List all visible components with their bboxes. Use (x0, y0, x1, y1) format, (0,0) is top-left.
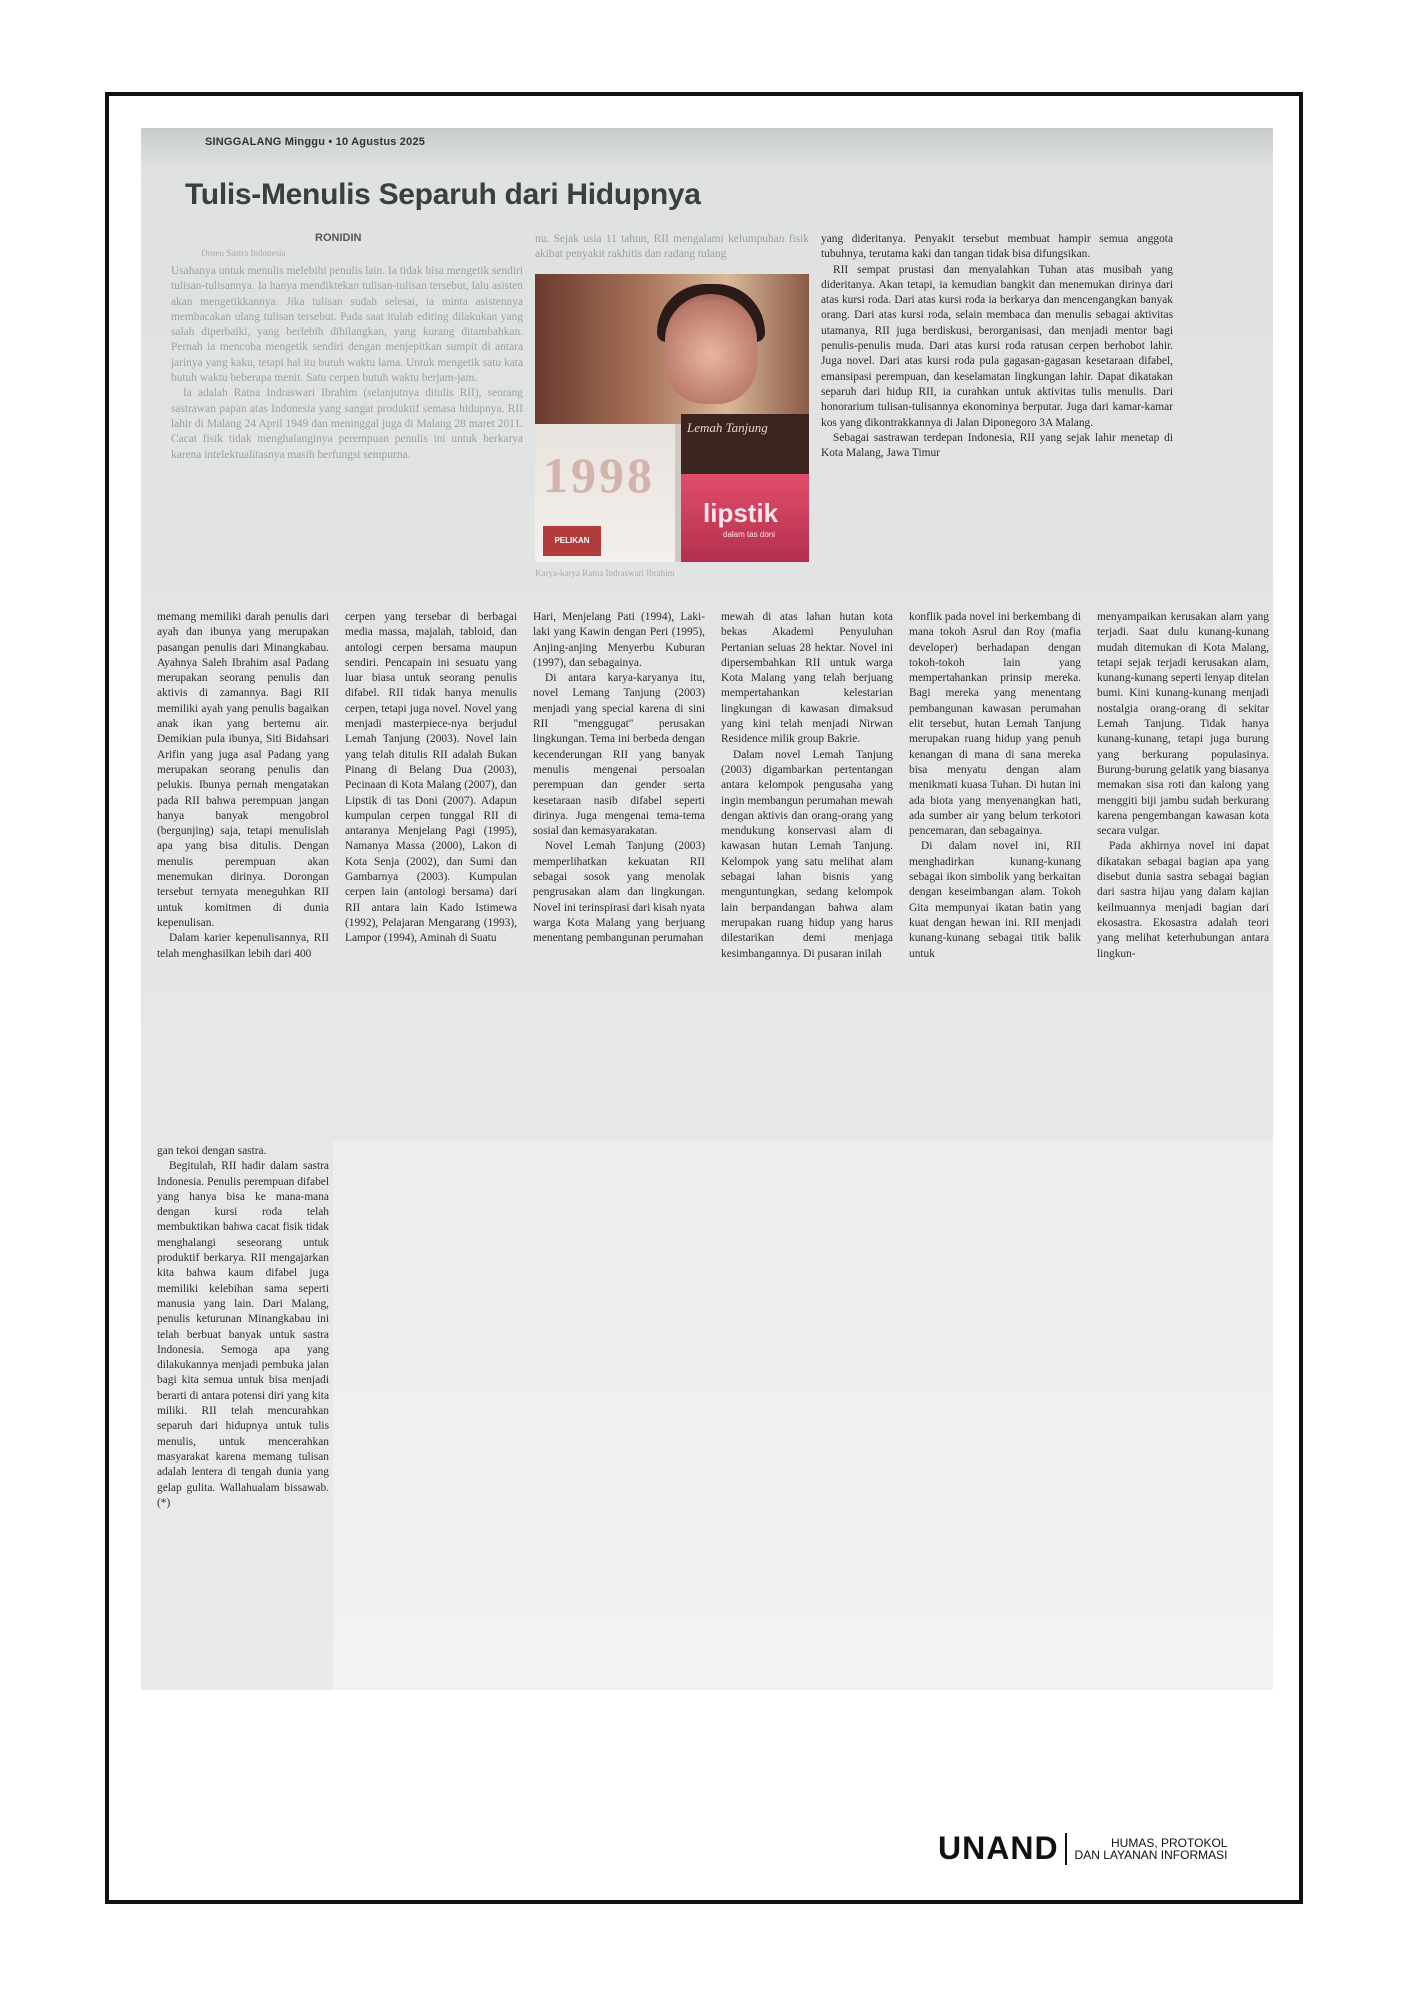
clipping-top-edge (141, 128, 1273, 172)
author-portrait (665, 294, 757, 404)
book-cover-year: 1998 (543, 447, 655, 503)
lower-column-4 (721, 610, 893, 1130)
article-headline: Tulis-Menulis Separuh dari Hidupnya (185, 178, 701, 211)
article-paragraph: cerpen yang tersebar di berbagai media massa, majalah, tabloid, dan antologi cerpen bersama maupun sendiri. Pencapain ini sesuatu yang luar biasa untuk seorang penulis difabel. RII tidak hanya menulis cerpen, tetapi juga novel. Novel yang menjadi masterpiece-nya berjudul Lemah Tanjung (2003). Novel lain yang telah ditulis RII adalah Bukan Pinang di Belang Dua (2003), Pecinaan di Kota Malang (2007), dan Lipstik di tas Doni (2007). Adapun kumpulan cerpen tunggal RII di antaranya Menjelang Pagi (1995), Namanya Massa (2000), Lakon di Kota Senja (2002), dan Sumi dan Gambarnya (2003). Kumpulan cerpen lain (antologi bersama) dari RII antara lain Kado Istimewa (1992), Pelajaran Mengarang (1993), Lampor (1994), Aminah di Suatu (345, 611, 517, 945)
book-title-lemah-tanjung: Lemah Tanjung (687, 420, 768, 435)
masthead: SINGGALANG Minggu • 10 Agustus 2025 (205, 136, 426, 148)
book-subtitle-lipstik: dalam tas doni (723, 530, 776, 539)
photo-caption: Karya-karya Ratna Indraswari Ibrahim (535, 568, 675, 578)
article-paragraph: memang memiliki darah penulis dari ayah dan ibunya yang merupakan pasangan penulis dari Minangkabau. Ayahnya Saleh Ibrahim asal Padang merupakan seorang penulis dan aktivis di zamannya. Bagi RII memiliki ayah yang penulis bagaikan anak ikan yang bertemu air. Demikian pula ibunya, Siti Bidahsari Arifin yang juga asal Padang yang merupakan seorang penulis dan pelukis. Ibunya pernah mengatakan pada RII bahwa perempuan jangan hanya banyak mengobrol (bergunjing) saja, tetapi menulislah apa yang bisa ditulis. Dengan menulis perempuan akan menemukan dirinya. Dorongan tersebut ternyata meneguhkan RII untuk komitmen di dunia kepenulisan. (157, 611, 329, 929)
top-column-3 (821, 232, 1173, 572)
article-paragraph: Hari, Menjelang Pati (1994), Laki-laki yang Kawin dengan Peri (1995), Anjing-anjing Menyerbu Kuburan (1997), dan sebagainya. (533, 611, 705, 669)
logo-divider (1065, 1833, 1067, 1865)
article-paragraph: Ia adalah Ratna Indraswari Ibrahim (selanjutnya ditulis RII), seorang sastrawan papan atas Indonesia yang sangat produktif semasa hidupnya. RII lahir di Malang 24 April 1949 dan meninggal juga di Malang 28 maret 2011. Cacat fisik tidak menghalanginya perempuan penulis ini untuk berkarya karena intelektualitasnya masih berfungsi sempurna. (171, 387, 523, 461)
article-paragraph: mewah di atas lahan hutan kota bekas Akademi Penyuluhan Pertanian seluas 28 hektar. Novel ini dipersembahkan RII untuk warga Kota Malang yang telah berjuang mempertahankan kelestarian lingkungan di kawasan dimaksud yang kini telah menjadi Nirwan Residence milik group Bakrie. (721, 611, 893, 746)
unand-logo: UNAND (938, 1830, 1059, 1866)
article-paragraph: konflik pada novel ini berkembang di mana tokoh Asrul dan Roy (mafia developer) berhadapan dengan tokoh-tokoh lain yang mempertahankan prinsip mereka. Bagi mereka yang menentang pembangunan kawasan perumahan elit tersebut, hutan Lemah Tanjung merupakan ruang hidup yang penuh kenangan di mana di sana mereka bisa menyatu dengan alam menikmati kuasa Tuhan. Di hutan ini ada biota yang menyenangkan hati, ada sumber air yang belum terkotori pencemaran, dan sebagainya. (909, 611, 1081, 838)
author-note: Dosen Sastra Indonesia (201, 248, 286, 258)
unit-name (1075, 1837, 1228, 1861)
article-paragraph: Dalam karier kepenulisannya, RII telah menghasilkan lebih dari 400 (157, 932, 329, 960)
article-paragraph: Di dalam novel ini, RII menghadirkan kunang-kunang sebagai ikon simbolik yang berkaitan dengan keseimbangan alam. Tokoh Gita mempunyai ikatan batin yang kuat dengan hewan ini. RII menjadi kunang-kunang sebagai titik balik untuk (909, 840, 1081, 960)
article-paragraph: RII sempat prustasi dan menyalahkan Tuhan atas musibah yang dideritanya. Akan tetapi, ia kemudian bangkit dan menemukan dirinya dari atas kursi roda. Dari atas kursi roda ia berkarya dan mencengangkan banyak orang. Dari atas kursi roda, selain membaca dan menulis sebagai aktivitas utamanya, RII juga berdiskusi, berorganisasi, dan menjadi mentor bagi penulis-penulis muda. Dari atas kursi roda ratusan cerpen berhobot lahir. Juga novel. Dari atas kursi roda pula gagasan-gagasan kesetaraan difabel, emansipasi perempuan, dan keselamatan lingkungan lahir. Dapat dikatakan separuh dari hidup RII, ia curahkan untuk aktivitas tulis menulis. Dari honorarium tulisan-tulisannya ekonominya berputar. Juga dari kamar-kamar kos yang dikontrakkannya di Jalan Diponegoro 3A Malang. (821, 263, 1173, 429)
article-photo (535, 274, 809, 562)
lower-column-1 (157, 610, 329, 1130)
book-title-lipstik: lipstik (703, 498, 779, 528)
blank-area (333, 1140, 1273, 1690)
article-paragraph: gan tekoi dengan sastra. (157, 1145, 267, 1157)
article-paragraph: Di antara karya-karyanya itu, novel Lemang Tanjung (2003) menjadi yang special karena di sini RII "menggugat" perusakan lingkungan. Tema ini berbeda dengan kecenderungan RII yang banyak menulis mengenai persoalan perempuan dan gender serta kesetaraan nasib difabel seperti dirinya. Juga mengenai tema-tema sosial dan kemasyarakatan. (533, 672, 705, 838)
publisher-logo: PELIKAN (543, 526, 601, 556)
article-paragraph: Sebagai sastrawan terdepan Indonesia, RII yang sejak lahir menetap di Kota Malang, Jawa Timur (821, 431, 1173, 460)
newspaper-clipping (141, 128, 1273, 1690)
top-column-2 (535, 232, 809, 268)
footer-brand (938, 1830, 1227, 1867)
article-paragraph: Dalam novel Lemah Tanjung (2003) digambarkan pertentangan antara kelompok pengusaha yang ingin membangun perumahan mewah dengan aktivis dan orang-orang yang mendukung konservasi alam di kawasan hutan Lemah Tanjung. Kelompok yang satu melihat alam sebagai lahan bisnis yang menguntungkan, sedang kelompok lain berpandangan bahwa alam merupakan ruang hidup yang harus dilestarikan demi menjaga kesimbangannya. Di pusaran inilah (721, 748, 893, 960)
unit-name-line-1: HUMAS, PROTOKOL (1111, 1835, 1228, 1850)
article-paragraph: Pada akhirnya novel ini dapat dikatakan sebagai bagian apa yang disebut dunia sastra sebagai bagian dari sastra hijau yang dalam kajian keilmuannya menjadi bagian dari ekosastra. Ekosastra adalah teori yang melihat keterhubungan antara lingkun- (1097, 840, 1269, 960)
lower-column-2 (345, 610, 517, 1130)
article-paragraph: Begitulah, RII hadir dalam sastra Indonesia. Penulis perempuan difabel yang hanya bisa ke mana-mana dengan kursi roda telah membuktikan bahwa cacat fisik tidak menghalangi seseorang untuk produktif berkarya. RII mengajarkan kita bahwa kaum difabel juga memiliki kelebihan sama seperti manusia yang lain. Dari Malang, penulis keturunan Minangkabau ini telah berbuat banyak untuk sastra Indonesia. Semoga apa yang dilakukannya menjadi pembuka jalan bagi kita semua untuk bisa menjadi berarti di antara potensi diri yang kita miliki. RII telah mencurahkan separuh dari hidupnya untuk tulis menulis, untuk mencerahkan masyarakat karena memang tulisan adalah lentera di tengah dunia yang gelap gulita. Wallahualam bissawab.(*) (157, 1160, 329, 1509)
article-paragraph: Usahanya untuk menulis melebihi penulis lain. Ia tidak bisa mengetik sendiri tulisan-tulisannya. Ia hanya mendiktekan tulisan-tulisan tersebut, lalu asisten akan mengetikkannya. Jika tulisan sudah selesai, ia minta asistennya membacakan ulang tulisan tersebut. Pada saat itulah editing dilakukan yang salah diperbaiki, yang berlebih dihilangkan, yang kurang ditambahkan. Pernah ia mencoba mengetik sendiri dengan menjepitkan sumpit di antara jarinya yang kaku, tetapi hal itu butuh waktu lama. Untuk mengetik satu kata butuh waktu beberapa menit. Satu cerpen butuh waktu berjam-jam. (171, 265, 523, 385)
article-paragraph: menyampaikan kerusakan alam yang terjadi. Saat dulu kunang-kunang mudah ditemukan di Kota Malang, tetapi sejak terjadi kerusakan alam, kunang-kunang seperti lenyap ditelan bumi. Kini kunang-kunang menjadi nostalgia orang-orang di sekitar Lemah Tanjung. Tidak hanya kunang-kunang, tetapi juga burung yang berkurang populasinya. Burung-burung gelatik yang biasanya memakan sisa roti dan kalong yang menggiti biji jambu sudah berkurang karena pengembangan kawasan kota secara vulgar. (1097, 611, 1269, 838)
top-column-1 (171, 264, 523, 590)
lower-column-3 (533, 610, 705, 1130)
author-byline: RONIDIN (315, 232, 362, 244)
article-paragraph: nu. Sejak usia 11 tahun, RII mengalami kelumpuhan fisik akibat penyakit rakhitis dan radang tulang (535, 233, 809, 261)
bottom-column (157, 1144, 329, 1684)
article-paragraph: Novel Lemah Tanjung (2003) memperlihatkan kekuatan RII sebagai sosok yang menolak pengrusakan alam dan lingkungan. Novel ini terinspirasi dari kisah nyata warga Kota Malang yang berjuang menentang pembangunan perumahan (533, 840, 705, 945)
article-paragraph: yang dideritanya. Penyakit tersebut membuat hampir semua anggota tubuhnya, terutama kaki dan tangan tidak bisa difungsikan. (821, 233, 1173, 261)
lower-column-6 (1097, 610, 1269, 1130)
unit-name-line-2: DAN LAYANAN INFORMASI (1074, 1847, 1228, 1862)
lower-column-5 (909, 610, 1081, 1130)
